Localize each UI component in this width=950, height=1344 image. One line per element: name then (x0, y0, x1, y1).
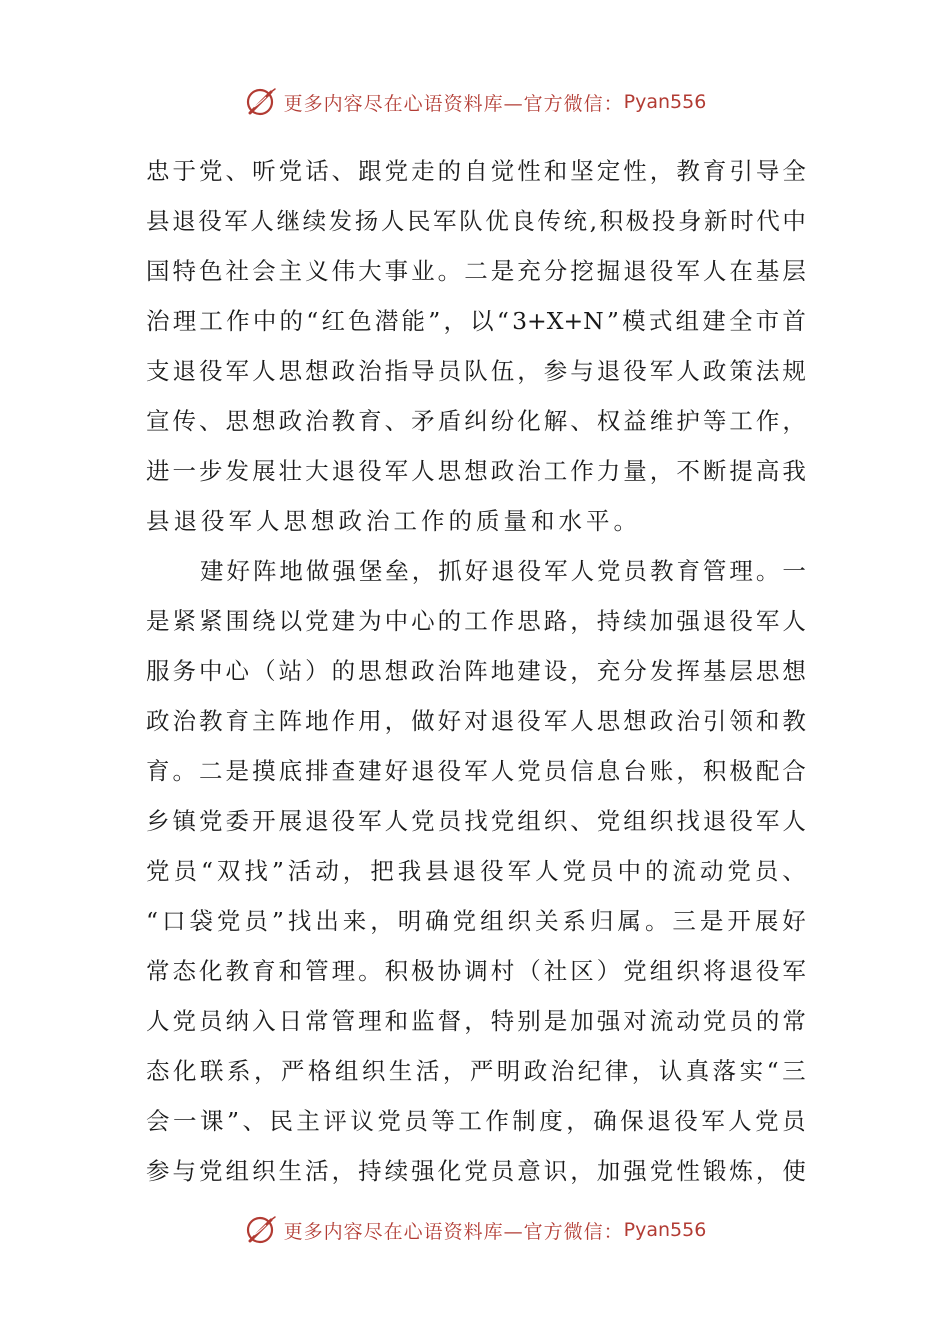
text-line: 参 与 党 组 织 生 活 ， 持 续 强 化 党 员 意 识 ， 加 强 党 性 锻 炼 ， 使 (146, 1157, 806, 1185)
text-line: 态 化 联 系 ， 严 格 组 织 生 活 ， 严 明 政 治 纪 律 ， 认 真 落 实 “ 三 (146, 1057, 806, 1085)
paragraph-first-line: 建 好 阵 地 做 强 堡 垒 ， 抓 好 退 役 军 人 党 员 教 育 管 理 。 一 (200, 557, 806, 585)
text-line: 县退役军人思想政治工作的质量和水平。 (146, 507, 641, 535)
text-line: 忠 于 党 、 听 党 话 、 跟 党 走 的 自 觉 性 和 坚 定 性 ， 教 育 引 导 全 (146, 157, 806, 185)
text-line: 支 退 役 军 人 思 想 政 治 指 导 员 队 伍 ， 参 与 退 役 军 人 政 策 法 规 (146, 357, 806, 385)
text-line: 党 员 “ 双 找 ” 活 动 ， 把 我 县 退 役 军 人 党 员 中 的 流 动 党 员 、 (146, 857, 806, 885)
text-line: 乡 镇 党 委 开 展 退 役 军 人 党 员 找 党 组 织 、 党 组 织 找 退 役 军 人 (146, 807, 806, 835)
pen-circle-logo-icon (244, 1213, 278, 1247)
text-line: 国 特 色 社 会 主 义 伟 大 事 业 。 二 是 充 分 挖 掘 退 役 军 人 在 基 层 (146, 257, 806, 285)
text-line: 是 紧 紧 围 绕 以 党 建 为 中 心 的 工 作 思 路 ， 持 续 加 强 退 役 军 人 (146, 607, 806, 635)
text-line: 政 治 教 育 主 阵 地 作 用 ， 做 好 对 退 役 军 人 思 想 政 治 引 领 和 教 (146, 707, 806, 735)
text-line: 人 党 员 纳 入 日 常 管 理 和 监 督 ， 特 别 是 加 强 对 流 动 党 员 的 常 (146, 1007, 806, 1035)
header-watermark (0, 82, 950, 122)
text-line: 育 。 二 是 摸 底 排 查 建 好 退 役 军 人 党 员 信 息 台 账 ， 积 极 配 合 (146, 757, 806, 785)
watermark-text: 更多内容尽在心语资料库—官方微信： (283, 92, 624, 115)
text-line: 进 一 步 发 展 壮 大 退 役 军 人 思 想 政 治 工 作 力 量 ， 不 断 提 高 我 (146, 457, 806, 485)
text-line: “ 口 袋 党 员 ” 找 出 来 ， 明 确 党 组 织 关 系 归 属 。 三 是 开 展 好 (146, 907, 806, 935)
document-body (146, 146, 806, 1196)
pen-circle-logo-icon (244, 85, 278, 119)
footer-watermark (0, 1210, 950, 1250)
watermark-account: Pyan556 (623, 1219, 707, 1241)
text-line: 会 一 课 ” 、 民 主 评 议 党 员 等 工 作 制 度 ， 确 保 退 役 军 人 党 员 (146, 1107, 806, 1135)
text-line: 宣 传 、 思 想 政 治 教 育 、 矛 盾 纠 纷 化 解 、 权 益 维 护 等 工 作 ， (146, 407, 806, 435)
text-line: 服 务 中 心 （ 站 ） 的 思 想 政 治 阵 地 建 设 ， 充 分 发 挥 基 层 思 想 (146, 657, 806, 685)
watermark-account: Pyan556 (623, 91, 707, 113)
watermark-text: 更多内容尽在心语资料库—官方微信： (283, 1220, 624, 1243)
text-line: 治 理 工 作 中 的 “ 红 色 潜 能 ” ， 以 “ 3+X+N ” 模 式 组 建 全 市 首 (146, 307, 806, 335)
text-line: 县 退 役 军 人 继 续 发 扬 人 民 军 队 优 良 传 统 , 积 极 投 身 新 时 代 中 (146, 207, 806, 235)
text-line: 常 态 化 教 育 和 管 理 。 积 极 协 调 村 （ 社 区 ） 党 组 织 将 退 役 军 (146, 957, 806, 985)
